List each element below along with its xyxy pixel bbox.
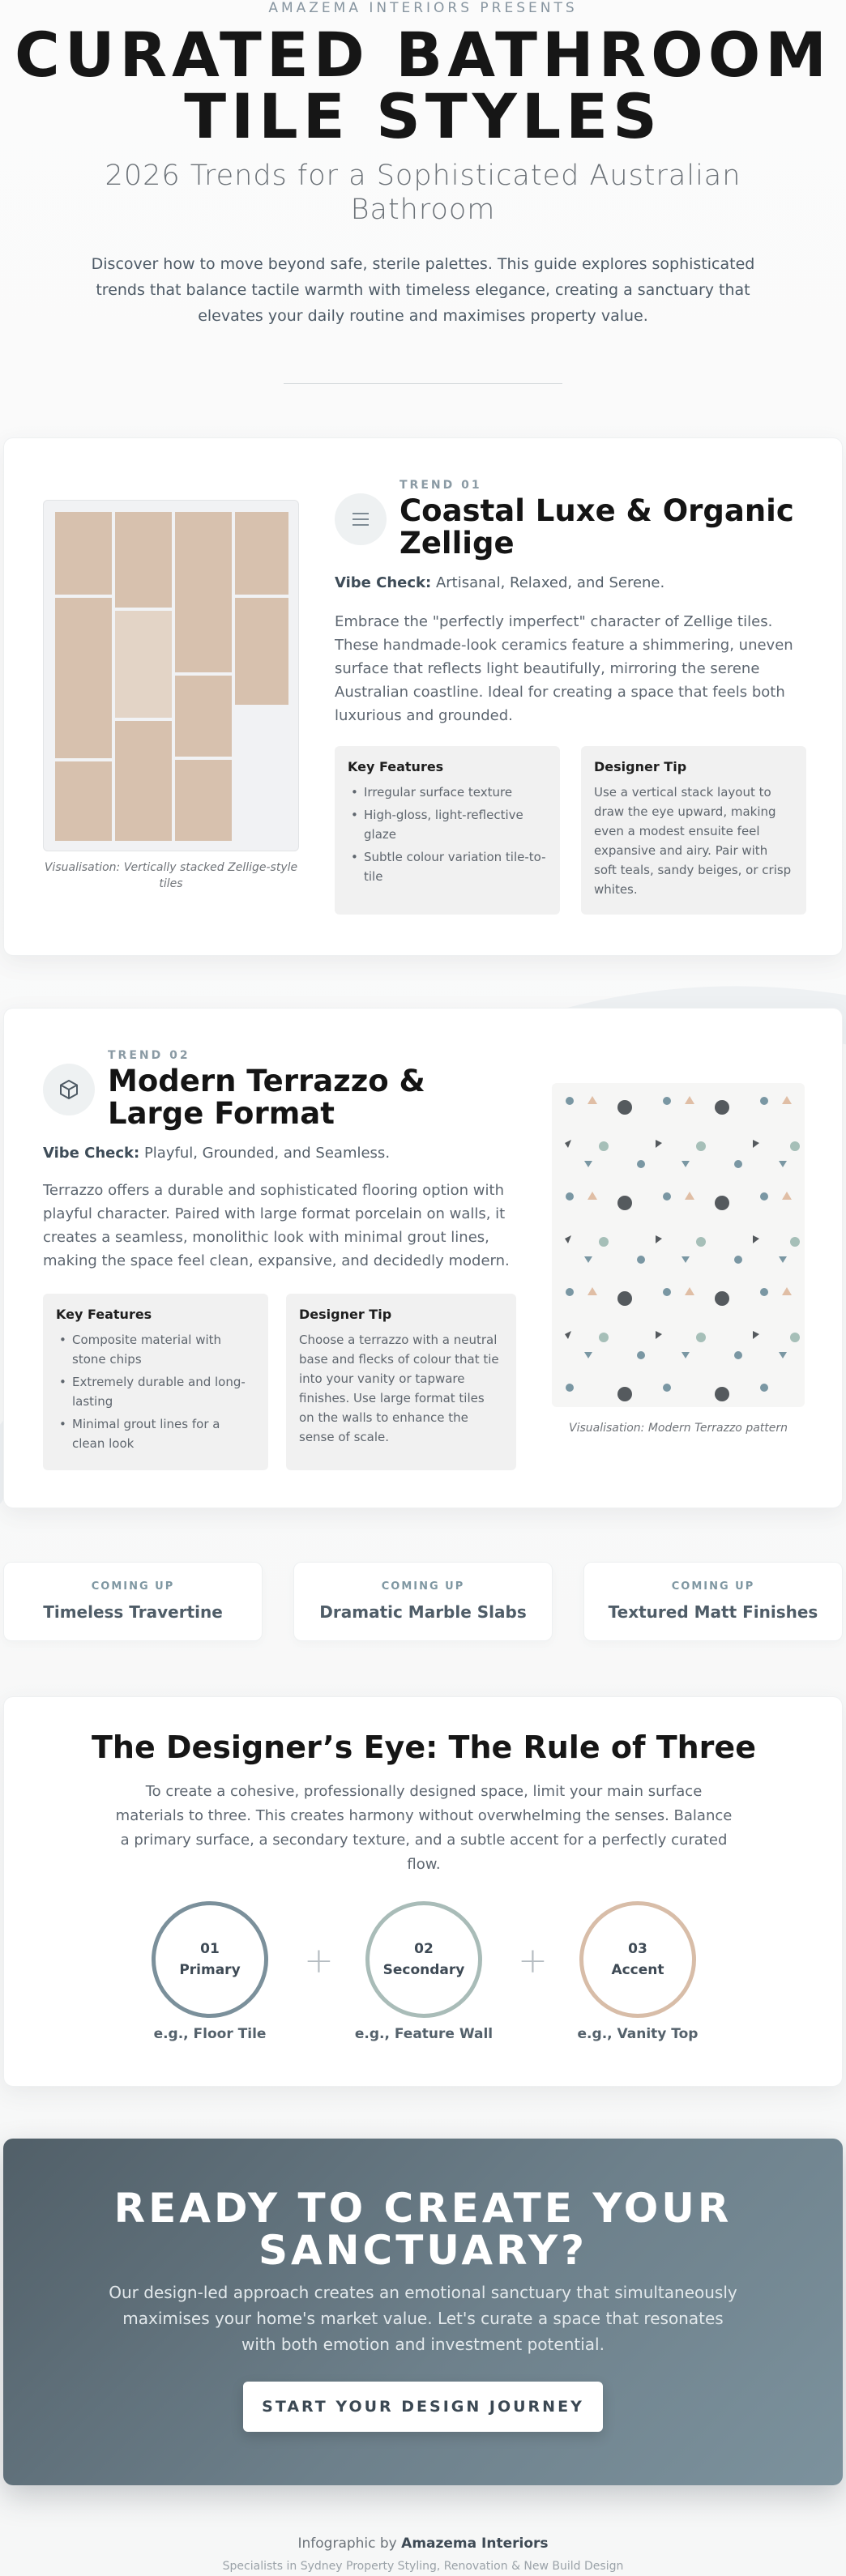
key-features-title: Key Features [348,759,444,774]
feature-item: • Minimal grout lines for a clean look [56,1414,255,1453]
trend-description: Embrace the "perfectly imperfect" character of Zellige tiles. These handmade-look ceramics feature a shimmering, uneven surface that reflects light beautifully, mirroring the serene Australian coastline. Ideal for creating a space that feels both luxurious and grounded. [335,613,793,724]
ring-number: 03 [628,1941,647,1957]
feature-item: • High-gloss, light-reflective glaze [348,805,547,844]
rule-ring-secondary [365,1901,482,2018]
trend-card-modern-terrazzo [3,1008,843,1508]
designer-tip-panel [286,1294,516,1470]
menu-lines-icon [335,493,387,545]
plus-icon: + [518,1940,548,1981]
zellige-tile [115,512,172,608]
ring-example: e.g., Feature Wall [354,2026,494,2042]
terrazzo-flecks [565,1096,800,1401]
key-features-list [348,783,547,886]
cta-title-line-1: READY TO CREATE YOUR [113,2185,733,2232]
vibe-check-text: Artisanal, Relaxed, and Serene. [435,574,665,591]
zellige-tile [115,721,172,841]
feature-item: • Composite material with stone chips [56,1330,255,1369]
key-features-panel [335,746,560,915]
cta-text: Our design-led approach creates an emotional sanctuary that simultaneously maximises your home's market value. Let's curate a space that resonates with both emotion and investment potential. [109,2283,737,2354]
zellige-tile [55,512,112,595]
ring-example: e.g., Floor Tile [153,2026,267,2042]
designer-tip-title: Designer Tip [594,759,687,774]
trend-title: Coastal Luxe & Organic Zellige [400,493,794,561]
page-intro: Discover how to move beyond safe, sterile palettes. This guide explores sophisticated trends that balance tactile warmth with timeless elegance, creating a sanctuary that elevates your daily routine and maximises property value. [91,255,755,325]
zellige-tile [55,761,112,841]
coming-up-label: COMING UP [671,1580,755,1593]
feature-item: • Irregular surface texture [348,783,547,802]
terrazzo-visualisation [552,1083,805,1407]
designer-tip-panel [581,746,806,915]
page-title-line-1: CURATED BATHROOM [15,19,831,91]
trend-title: Modern Terrazzo & Large Format [108,1064,425,1131]
feature-item: • Subtle colour variation tile-to-tile [348,847,547,886]
feature-item: • Extremely durable and long-lasting [56,1372,255,1411]
zellige-caption: Visualisation: Vertically stacked Zellige-style tiles [44,861,298,890]
zellige-tile [235,512,288,595]
zellige-visualisation [43,500,299,851]
footer-prefix: Infographic by [297,2535,397,2552]
start-design-journey-button[interactable]: START YOUR DESIGN JOURNEY [243,2382,603,2432]
ring-label: Accent [611,1962,664,1978]
divider [284,383,562,384]
vibe-check-label: Vibe Check: [43,1145,140,1162]
coming-up-name: Textured Matt Finishes [608,1602,818,1622]
footer-credit [0,2535,846,2552]
trend-tag: TREND 01 [400,479,482,492]
rule-ring-accent [579,1901,696,2018]
cube-icon [43,1064,95,1115]
coming-up-name: Timeless Travertine [43,1602,223,1622]
zellige-tile [55,598,112,758]
key-features-title: Key Features [56,1307,152,1322]
zellige-tile [235,598,288,705]
cta-title-line-2: SANCTUARY? [258,2227,588,2274]
ring-label: Secondary [382,1962,465,1978]
footer-brand[interactable]: Amazema Interiors [401,2535,549,2552]
footer-tagline: Specialists in Sydney Property Styling, Renovation & New Build Design [222,2560,624,2573]
vibe-check [335,574,664,591]
coming-up-label: COMING UP [91,1580,175,1593]
designer-tip-text: Use a vertical stack layout to draw the eye upward, making even a modest ensuite feel expansive and airy. Pair with soft teals, sandy beiges, or crisp whites. [594,785,792,897]
ring-number: 01 [200,1941,220,1957]
zellige-tile [175,512,232,672]
ring-example: e.g., Vanity Top [577,2026,699,2042]
ring-label: Primary [179,1962,241,1978]
vibe-check-text: Playful, Grounded, and Seamless. [143,1145,391,1162]
page-subtitle: 2026 Trends for a Sophisticated Australian Bathroom [105,160,741,226]
trend-description: Terrazzo offers a durable and sophisticated flooring option with playful character. Paired with large format porcelain on walls, it creates a seamless, monolithic look with minimal grout lines, making the space feel clean, expansive, and decidedly modern. [43,1182,510,1269]
plus-icon: + [304,1940,334,1981]
ring-number: 02 [414,1941,434,1957]
trend-card-coastal-zellige [3,437,843,956]
key-features-list [56,1330,255,1453]
cta-title [3,2185,843,2274]
vibe-check [43,1145,390,1162]
zellige-tile [175,760,232,841]
coming-up-label: COMING UP [381,1580,465,1593]
terrazzo-caption: Visualisation: Modern Terrazzo pattern [569,1422,788,1435]
rule-of-three-text: To create a cohesive, professionally designed space, limit your main surface materials to three. This creates harmony without overwhelming the senses. Balance a primary surface, a secondary texture, and a subtle accent for a perfectly curated flow. [115,1783,733,1873]
coming-up-name: Dramatic Marble Slabs [319,1602,527,1622]
vibe-check-label: Vibe Check: [335,574,432,591]
designer-tip-title: Designer Tip [299,1307,392,1322]
zellige-tile [115,611,172,718]
key-features-panel [43,1294,268,1470]
rule-of-three-title: The Designer’s Eye: The Rule of Three [92,1729,756,1765]
coming-up-matt[interactable] [583,1562,843,1641]
page-title-line-2: TILE STYLES [184,80,662,152]
trend-tag: TREND 02 [108,1049,190,1062]
rule-of-three-card [3,1696,843,2087]
rule-ring-primary [152,1901,268,2018]
header-eyebrow: AMAZEMA INTERIORS PRESENTS [268,0,578,16]
coming-up-travertine[interactable] [3,1562,263,1641]
zellige-tile [175,676,232,757]
designer-tip-text: Choose a terrazzo with a neutral base and flecks of colour that tie into your vanity or tapware finishes. Use large format tiles on the walls to enhance the sense of scale. [299,1333,499,1444]
page-title [0,19,846,152]
cta-banner [3,2139,843,2485]
coming-up-marble[interactable] [293,1562,553,1641]
terrazzo-pattern [552,1083,805,1407]
